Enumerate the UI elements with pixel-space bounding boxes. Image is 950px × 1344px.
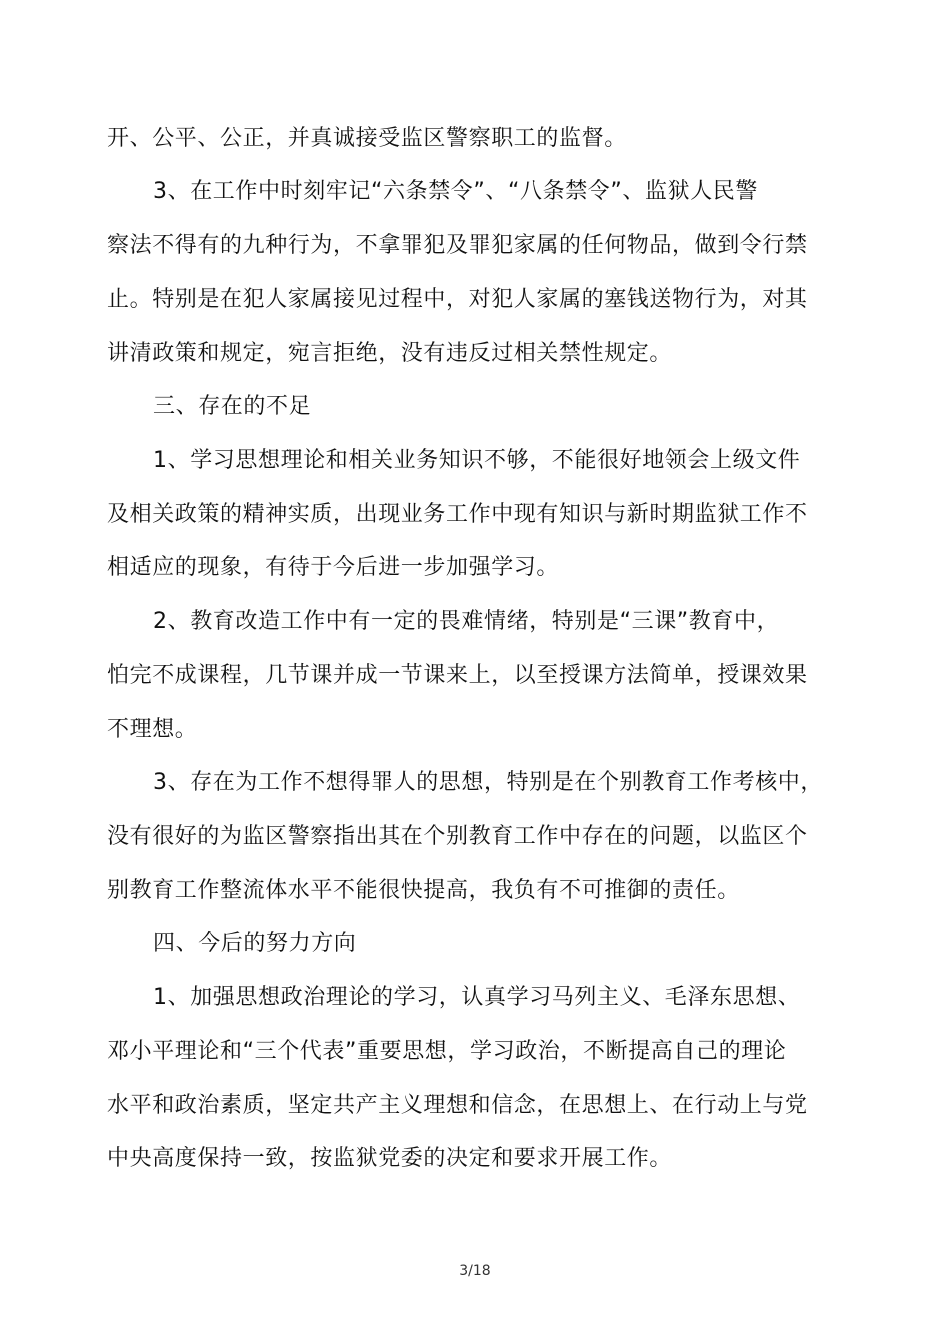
text-line: 2、教育改造工作中有一定的畏难情绪，特别是“三课”教育中， (153, 609, 780, 634)
text-line: 3、在工作中时刻牢记“六条禁令”、“八条禁令”、监狱人民警 (153, 179, 758, 204)
section-heading: 四、今后的努力方向 (153, 931, 357, 956)
text-line: 不理想。 (107, 717, 198, 742)
text-line: 中央高度保持一致，按监狱党委的决定和要求开展工作。 (107, 1146, 673, 1171)
text-line: 怕完不成课程，几节课并成一节课来上，以至授课方法简单，授课效果 (107, 663, 808, 688)
text-line: 3、存在为工作不想得罪人的思想，特别是在个别教育工作考核中， (153, 770, 823, 795)
text-line: 水平和政治素质，坚定共产主义理想和信念，在思想上、在行动上与党 (107, 1093, 808, 1118)
text-line: 1、学习思想理论和相关业务知识不够，不能很好地领会上级文件 (153, 448, 801, 473)
text-line: 察法不得有的九种行为，不拿罪犯及罪犯家属的任何物品，做到令行禁 (107, 233, 808, 258)
section-heading: 三、存在的不足 (153, 394, 312, 419)
text-line: 1、加强思想政治理论的学习，认真学习马列主义、毛泽东思想、 (153, 985, 801, 1010)
text-line: 别教育工作整流体水平不能很快提高，我负有不可推御的责任。 (107, 878, 740, 903)
text-line: 相适应的现象，有待于今后进一步加强学习。 (107, 555, 560, 580)
page-number: 3/18 (459, 1263, 491, 1279)
text-line: 讲清政策和规定，宛言拒绝，没有违反过相关禁性规定。 (107, 341, 673, 366)
text-line: 没有很好的为监区警察指出其在个别教育工作中存在的问题，以监区个 (107, 824, 808, 849)
text-line: 及相关政策的精神实质，出现业务工作中现有知识与新时期监狱工作不 (107, 502, 808, 527)
text-line: 邓小平理论和“三个代表”重要思想，学习政治，不断提高自己的理论 (107, 1039, 787, 1064)
text-line: 止。特别是在犯人家属接见过程中，对犯人家属的塞钱送物行为，对其 (107, 287, 808, 312)
text-line: 开、公平、公正，并真诚接受监区警察职工的监督。 (107, 126, 627, 151)
